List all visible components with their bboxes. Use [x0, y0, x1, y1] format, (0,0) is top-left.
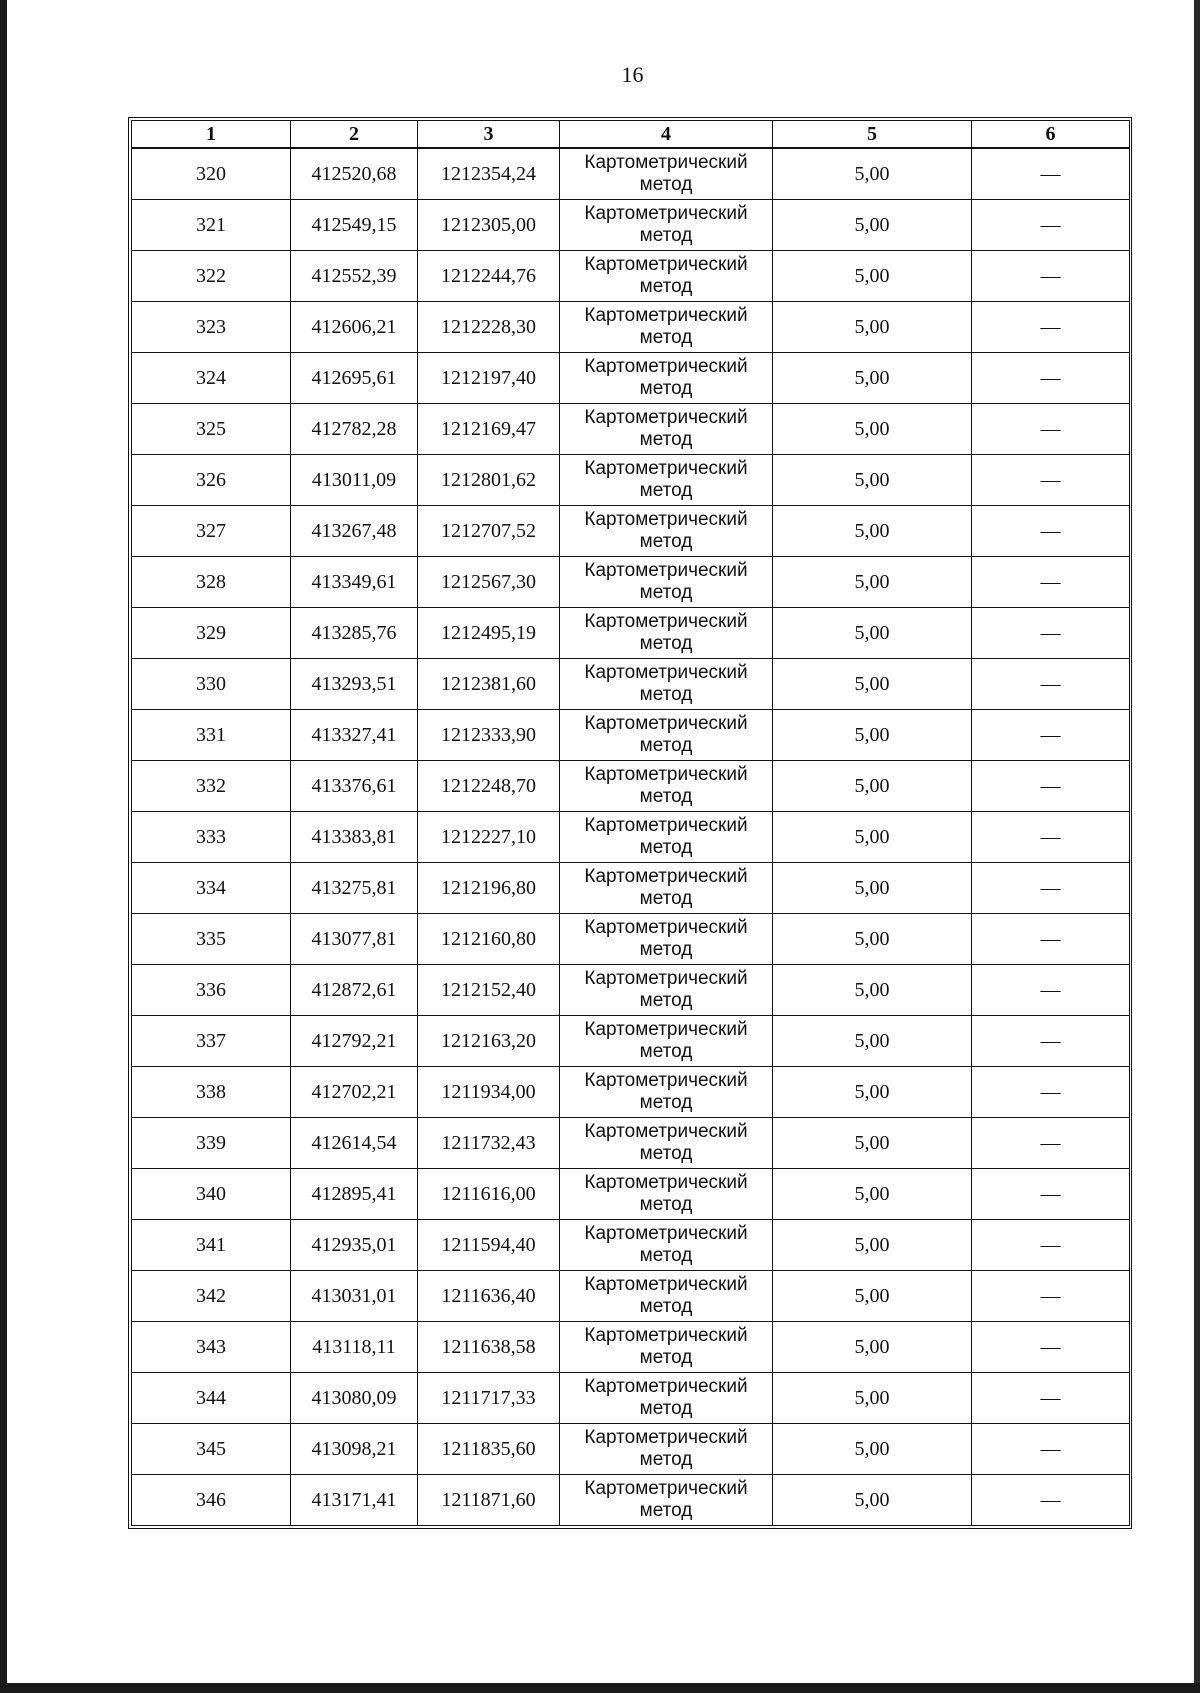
method-line-2: метод [639, 786, 693, 807]
column-header-5: 5 [773, 121, 972, 149]
point-number-cell: 341 [132, 1220, 291, 1271]
table-row [132, 1220, 1130, 1271]
method-cell [560, 1118, 773, 1169]
method-line-2: метод [639, 1092, 693, 1113]
method-cell [560, 302, 773, 353]
table-row [132, 608, 1130, 659]
method-line-1: Картометрический [584, 1019, 748, 1040]
method-line-2: метод [639, 1245, 693, 1266]
method-line-1: Картометрический [584, 305, 748, 326]
accuracy-cell: 5,00 [773, 1322, 972, 1373]
method-cell [560, 1016, 773, 1067]
x-coordinate-cell: 412872,61 [291, 965, 418, 1016]
accuracy-cell: 5,00 [773, 914, 972, 965]
table-row [132, 965, 1130, 1016]
method-cell [560, 812, 773, 863]
table-row [132, 404, 1130, 455]
method-cell [560, 353, 773, 404]
x-coordinate-cell: 413077,81 [291, 914, 418, 965]
description-cell: — [972, 1220, 1130, 1271]
y-coordinate-cell: 1212160,80 [418, 914, 560, 965]
description-cell: — [972, 302, 1130, 353]
x-coordinate-cell: 413349,61 [291, 557, 418, 608]
method-cell [560, 1220, 773, 1271]
description-cell: — [972, 1169, 1130, 1220]
table-row [132, 812, 1130, 863]
description-cell: — [972, 1016, 1130, 1067]
table-row [132, 1271, 1130, 1322]
description-cell: — [972, 965, 1130, 1016]
accuracy-cell: 5,00 [773, 506, 972, 557]
x-coordinate-cell: 413327,41 [291, 710, 418, 761]
method-cell [560, 1475, 773, 1526]
column-header-1: 1 [132, 121, 291, 149]
point-number-cell: 345 [132, 1424, 291, 1475]
method-line-2: метод [639, 1398, 693, 1419]
y-coordinate-cell: 1212801,62 [418, 455, 560, 506]
point-number-cell: 340 [132, 1169, 291, 1220]
coordinates-table-frame [128, 117, 1132, 1529]
table-row [132, 710, 1130, 761]
accuracy-cell: 5,00 [773, 761, 972, 812]
accuracy-cell: 5,00 [773, 812, 972, 863]
method-line-1: Картометрический [584, 968, 748, 989]
y-coordinate-cell: 1212354,24 [418, 148, 560, 200]
x-coordinate-cell: 412614,54 [291, 1118, 418, 1169]
method-line-1: Картометрический [584, 917, 748, 938]
point-number-cell: 342 [132, 1271, 291, 1322]
method-line-1: Картометрический [584, 254, 748, 275]
accuracy-cell: 5,00 [773, 302, 972, 353]
table-row [132, 557, 1130, 608]
description-cell: — [972, 1373, 1130, 1424]
y-coordinate-cell: 1211717,33 [418, 1373, 560, 1424]
method-line-1: Картометрический [584, 509, 748, 530]
accuracy-cell: 5,00 [773, 863, 972, 914]
description-cell: — [972, 659, 1130, 710]
method-line-1: Картометрический [584, 1172, 748, 1193]
x-coordinate-cell: 412895,41 [291, 1169, 418, 1220]
x-coordinate-cell: 413275,81 [291, 863, 418, 914]
method-cell [560, 404, 773, 455]
method-line-1: Картометрический [584, 611, 748, 632]
y-coordinate-cell: 1212707,52 [418, 506, 560, 557]
method-cell [560, 557, 773, 608]
method-line-2: метод [639, 1296, 693, 1317]
accuracy-cell: 5,00 [773, 1475, 972, 1526]
x-coordinate-cell: 412702,21 [291, 1067, 418, 1118]
table-row [132, 1475, 1130, 1526]
table-header-row [132, 121, 1130, 149]
method-cell [560, 863, 773, 914]
method-line-2: метод [639, 1500, 693, 1521]
method-line-1: Картометрический [584, 407, 748, 428]
x-coordinate-cell: 413031,01 [291, 1271, 418, 1322]
method-line-2: метод [639, 735, 693, 756]
method-line-1: Картометрический [584, 1478, 748, 1499]
description-cell: — [972, 1322, 1130, 1373]
column-header-4: 4 [560, 121, 773, 149]
method-cell [560, 200, 773, 251]
method-cell [560, 710, 773, 761]
description-cell: — [972, 812, 1130, 863]
point-number-cell: 336 [132, 965, 291, 1016]
accuracy-cell: 5,00 [773, 148, 972, 200]
x-coordinate-cell: 413171,41 [291, 1475, 418, 1526]
y-coordinate-cell: 1212381,60 [418, 659, 560, 710]
method-line-2: метод [639, 939, 693, 960]
x-coordinate-cell: 412695,61 [291, 353, 418, 404]
table-row [132, 761, 1130, 812]
method-line-1: Картометрический [584, 815, 748, 836]
description-cell: — [972, 251, 1130, 302]
point-number-cell: 343 [132, 1322, 291, 1373]
method-line-2: метод [639, 837, 693, 858]
method-cell [560, 965, 773, 1016]
y-coordinate-cell: 1212244,76 [418, 251, 560, 302]
y-coordinate-cell: 1212228,30 [418, 302, 560, 353]
description-cell: — [972, 1475, 1130, 1526]
description-cell: — [972, 404, 1130, 455]
accuracy-cell: 5,00 [773, 404, 972, 455]
y-coordinate-cell: 1211638,58 [418, 1322, 560, 1373]
x-coordinate-cell: 412552,39 [291, 251, 418, 302]
method-line-2: метод [639, 327, 693, 348]
x-coordinate-cell: 413011,09 [291, 455, 418, 506]
y-coordinate-cell: 1212333,90 [418, 710, 560, 761]
x-coordinate-cell: 413080,09 [291, 1373, 418, 1424]
table-row [132, 455, 1130, 506]
point-number-cell: 337 [132, 1016, 291, 1067]
y-coordinate-cell: 1212197,40 [418, 353, 560, 404]
point-number-cell: 326 [132, 455, 291, 506]
method-line-1: Картометрический [584, 356, 748, 377]
description-cell: — [972, 761, 1130, 812]
method-cell [560, 1322, 773, 1373]
table-row [132, 914, 1130, 965]
method-line-2: метод [639, 429, 693, 450]
method-cell [560, 455, 773, 506]
x-coordinate-cell: 412606,21 [291, 302, 418, 353]
table-row [132, 200, 1130, 251]
description-cell: — [972, 1067, 1130, 1118]
method-line-1: Картометрический [584, 1376, 748, 1397]
x-coordinate-cell: 412520,68 [291, 148, 418, 200]
y-coordinate-cell: 1211732,43 [418, 1118, 560, 1169]
y-coordinate-cell: 1212169,47 [418, 404, 560, 455]
table-row [132, 1067, 1130, 1118]
y-coordinate-cell: 1212495,19 [418, 608, 560, 659]
y-coordinate-cell: 1211594,40 [418, 1220, 560, 1271]
accuracy-cell: 5,00 [773, 251, 972, 302]
method-cell [560, 1271, 773, 1322]
method-line-1: Картометрический [584, 458, 748, 479]
method-line-2: метод [639, 1041, 693, 1062]
method-line-1: Картометрический [584, 560, 748, 581]
x-coordinate-cell: 413285,76 [291, 608, 418, 659]
point-number-cell: 338 [132, 1067, 291, 1118]
description-cell: — [972, 1271, 1130, 1322]
method-line-2: метод [639, 378, 693, 399]
y-coordinate-cell: 1212227,10 [418, 812, 560, 863]
method-line-1: Картометрический [584, 1070, 748, 1091]
column-header-3: 3 [418, 121, 560, 149]
method-line-2: метод [639, 225, 693, 246]
point-number-cell: 325 [132, 404, 291, 455]
method-line-1: Картометрический [584, 662, 748, 683]
point-number-cell: 332 [132, 761, 291, 812]
accuracy-cell: 5,00 [773, 1016, 972, 1067]
table-row [132, 251, 1130, 302]
accuracy-cell: 5,00 [773, 1169, 972, 1220]
table-row [132, 659, 1130, 710]
table-row [132, 1373, 1130, 1424]
scan-edge-left [0, 0, 7, 1693]
method-line-2: метод [639, 174, 693, 195]
y-coordinate-cell: 1212305,00 [418, 200, 560, 251]
method-line-2: метод [639, 531, 693, 552]
method-line-1: Картометрический [584, 203, 748, 224]
description-cell: — [972, 506, 1130, 557]
accuracy-cell: 5,00 [773, 1067, 972, 1118]
accuracy-cell: 5,00 [773, 659, 972, 710]
x-coordinate-cell: 413383,81 [291, 812, 418, 863]
method-line-2: метод [639, 888, 693, 909]
table-row [132, 1118, 1130, 1169]
y-coordinate-cell: 1211934,00 [418, 1067, 560, 1118]
x-coordinate-cell: 413376,61 [291, 761, 418, 812]
scan-edge-right [1194, 0, 1200, 1693]
point-number-cell: 323 [132, 302, 291, 353]
description-cell: — [972, 914, 1130, 965]
accuracy-cell: 5,00 [773, 1373, 972, 1424]
column-header-2: 2 [291, 121, 418, 149]
method-line-1: Картометрический [584, 1274, 748, 1295]
x-coordinate-cell: 412792,21 [291, 1016, 418, 1067]
scan-edge-bottom [0, 1683, 1200, 1693]
description-cell: — [972, 557, 1130, 608]
accuracy-cell: 5,00 [773, 557, 972, 608]
method-line-2: метод [639, 990, 693, 1011]
table-body [132, 148, 1130, 1526]
point-number-cell: 333 [132, 812, 291, 863]
accuracy-cell: 5,00 [773, 353, 972, 404]
x-coordinate-cell: 413098,21 [291, 1424, 418, 1475]
method-line-1: Картометрический [584, 1427, 748, 1448]
accuracy-cell: 5,00 [773, 1271, 972, 1322]
method-cell [560, 914, 773, 965]
method-cell [560, 506, 773, 557]
accuracy-cell: 5,00 [773, 200, 972, 251]
accuracy-cell: 5,00 [773, 965, 972, 1016]
description-cell: — [972, 455, 1130, 506]
y-coordinate-cell: 1211616,00 [418, 1169, 560, 1220]
table-row [132, 353, 1130, 404]
table-row [132, 506, 1130, 557]
method-line-2: метод [639, 1194, 693, 1215]
x-coordinate-cell: 413267,48 [291, 506, 418, 557]
x-coordinate-cell: 413293,51 [291, 659, 418, 710]
table-row [132, 148, 1130, 200]
method-cell [560, 1067, 773, 1118]
point-number-cell: 331 [132, 710, 291, 761]
accuracy-cell: 5,00 [773, 710, 972, 761]
x-coordinate-cell: 412782,28 [291, 404, 418, 455]
method-line-2: метод [639, 276, 693, 297]
description-cell: — [972, 863, 1130, 914]
point-number-cell: 344 [132, 1373, 291, 1424]
method-cell [560, 608, 773, 659]
x-coordinate-cell: 412935,01 [291, 1220, 418, 1271]
page-number: 16 [621, 62, 644, 87]
method-line-2: метод [639, 633, 693, 654]
point-number-cell: 335 [132, 914, 291, 965]
method-line-2: метод [639, 1449, 693, 1470]
method-line-2: метод [639, 480, 693, 501]
method-line-1: Картометрический [584, 1223, 748, 1244]
description-cell: — [972, 1424, 1130, 1475]
point-number-cell: 339 [132, 1118, 291, 1169]
table-row [132, 1016, 1130, 1067]
accuracy-cell: 5,00 [773, 1118, 972, 1169]
method-cell [560, 1169, 773, 1220]
method-line-2: метод [639, 1347, 693, 1368]
y-coordinate-cell: 1212152,40 [418, 965, 560, 1016]
accuracy-cell: 5,00 [773, 1424, 972, 1475]
y-coordinate-cell: 1212163,20 [418, 1016, 560, 1067]
point-number-cell: 328 [132, 557, 291, 608]
description-cell: — [972, 148, 1130, 200]
description-cell: — [972, 710, 1130, 761]
table-row [132, 1322, 1130, 1373]
point-number-cell: 320 [132, 148, 291, 200]
x-coordinate-cell: 412549,15 [291, 200, 418, 251]
point-number-cell: 321 [132, 200, 291, 251]
point-number-cell: 334 [132, 863, 291, 914]
y-coordinate-cell: 1211835,60 [418, 1424, 560, 1475]
description-cell: — [972, 1118, 1130, 1169]
point-number-cell: 327 [132, 506, 291, 557]
method-line-1: Картометрический [584, 1121, 748, 1142]
point-number-cell: 322 [132, 251, 291, 302]
y-coordinate-cell: 1211636,40 [418, 1271, 560, 1322]
column-header-6: 6 [972, 121, 1130, 149]
accuracy-cell: 5,00 [773, 608, 972, 659]
method-line-1: Картометрический [584, 1325, 748, 1346]
point-number-cell: 330 [132, 659, 291, 710]
point-number-cell: 324 [132, 353, 291, 404]
method-line-2: метод [639, 684, 693, 705]
method-line-1: Картометрический [584, 152, 748, 173]
method-cell [560, 659, 773, 710]
table-row [132, 302, 1130, 353]
method-cell [560, 1424, 773, 1475]
table-row [132, 1169, 1130, 1220]
method-cell [560, 251, 773, 302]
y-coordinate-cell: 1211871,60 [418, 1475, 560, 1526]
method-line-2: метод [639, 1143, 693, 1164]
table-row [132, 1424, 1130, 1475]
y-coordinate-cell: 1212196,80 [418, 863, 560, 914]
description-cell: — [972, 200, 1130, 251]
y-coordinate-cell: 1212567,30 [418, 557, 560, 608]
table-row [132, 863, 1130, 914]
method-line-1: Картометрический [584, 866, 748, 887]
description-cell: — [972, 353, 1130, 404]
method-cell [560, 761, 773, 812]
point-number-cell: 329 [132, 608, 291, 659]
accuracy-cell: 5,00 [773, 1220, 972, 1271]
coordinates-table [131, 120, 1130, 1526]
method-cell [560, 1373, 773, 1424]
point-number-cell: 346 [132, 1475, 291, 1526]
method-cell [560, 148, 773, 200]
method-line-1: Картометрический [584, 764, 748, 785]
description-cell: — [972, 608, 1130, 659]
x-coordinate-cell: 413118,11 [291, 1322, 418, 1373]
y-coordinate-cell: 1212248,70 [418, 761, 560, 812]
method-line-1: Картометрический [584, 713, 748, 734]
accuracy-cell: 5,00 [773, 455, 972, 506]
method-line-2: метод [639, 582, 693, 603]
